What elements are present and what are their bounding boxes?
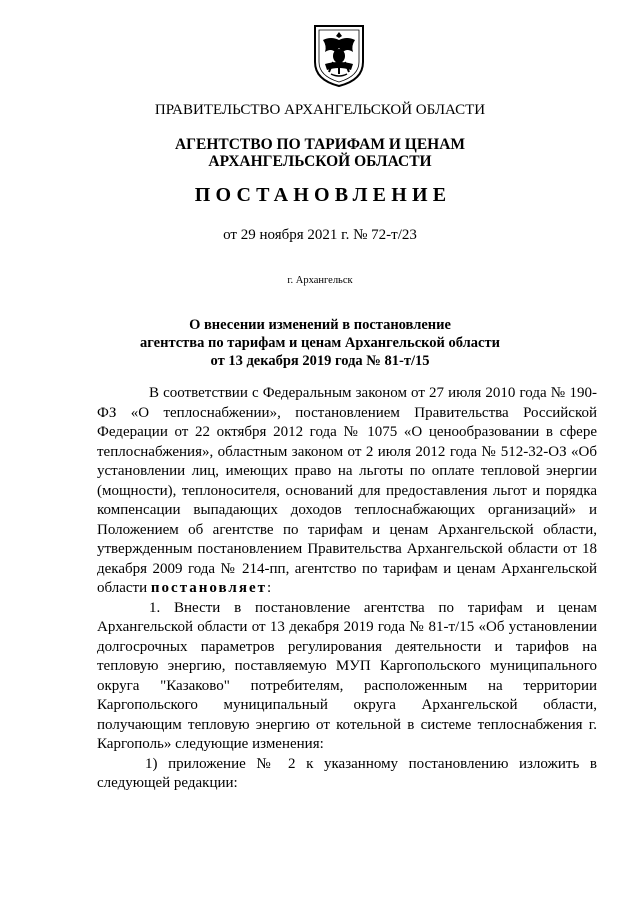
preamble-text: В соответствии с Федеральным законом от 27 июля 2010 года № 190-ФЗ «О теплоснабжении», постановлением Правительства Российской Федерации от 22 октября 2012 года № 1075 «О ценообразовании в сфере теплоснабжения», областным законом от 2 июля 2012 года № 512-32-ОЗ «Об установлении лиц, имеющих право на льготы по оплате тепловой энергии (мощности), теплоносителя, оснований для предоставления льгот и порядка компенсации выпадающих доходов теплоснабжающих организаций» и Положением об агентстве по тарифам и ценам Архангельской области, утвержденным постановлением Правительства Архангельской области от 18 декабря 2009 года № 214-пп, агентство по тарифам и ценам Архангельской области — [97, 385, 597, 596]
agency-name — [0, 136, 640, 170]
document-body — [97, 384, 597, 794]
date-number: от 29 ноября 2021 г. № 72-т/23 — [223, 227, 417, 243]
document-type: ПОСТАНОВЛЕНИЕ — [194, 184, 452, 206]
item-1-paragraph: 1. Внести в постановление агентства по тарифам и ценам Архангельской области от 13 декабря 2019 года № 81-т/15 «Об установлении долгосрочных параметров регулирования деятельности и тарифов на тепловую энергию, поставляемую МУП Каргопольского муниципального округа "Казаково" потребителям, расположенным на территории Каргопольского муниципальный округа Архангельской области, получающим тепловую энергию от котельной в системе теплоснабжения г. Каргополь» следующие изменения: — [97, 599, 597, 752]
subject-line1: О внесении изменений в постановление — [189, 317, 451, 333]
resolves-word: постановляет — [150, 580, 267, 596]
government-name: ПРАВИТЕЛЬСТВО АРХАНГЕЛЬСКОЙ ОБЛАСТИ — [154, 102, 486, 118]
subject-line2: агентства по тарифам и ценам Архангельской области — [140, 335, 500, 351]
item-1-1-paragraph: 1) приложение № 2 к указанному постановлению изложить в следующей редакции: — [97, 755, 597, 791]
city: г. Архангельск — [287, 275, 353, 286]
subject-title — [0, 316, 640, 370]
agency-name-line1: АГЕНТСТВО ПО ТАРИФАМ И ЦЕНАМ — [174, 136, 466, 153]
preamble-paragraph: В соответствии с Федеральным законом от 27 июля 2010 года № 190-ФЗ «О теплоснабжении», постановлением Правительства Российской Федерации от 22 октября 2012 года № 1075 «О ценообразовании в сфере теплоснабжения», областным законом от 2 июля 2012 года № 512-32-ОЗ «Об установлении лиц, имеющих право на льготы по оплате тепловой энергии (мощности), теплоносителя, оснований для предоставления льгот и порядка компенсации выпадающих доходов теплоснабжающих организаций» и Положением об агентстве по тарифам и ценам Архангельской области, утвержденным постановлением Правительства Архангельской области от 18 декабря 2009 года № 214-пп, агентство по тарифам и ценам Архангельской области постановляет: — [97, 385, 597, 596]
agency-name-line2: АРХАНГЕЛЬСКОЙ ОБЛАСТИ — [208, 153, 432, 170]
coat-of-arms-icon — [311, 22, 367, 88]
subject-line3: от 13 декабря 2019 года № 81-т/15 — [210, 353, 430, 369]
